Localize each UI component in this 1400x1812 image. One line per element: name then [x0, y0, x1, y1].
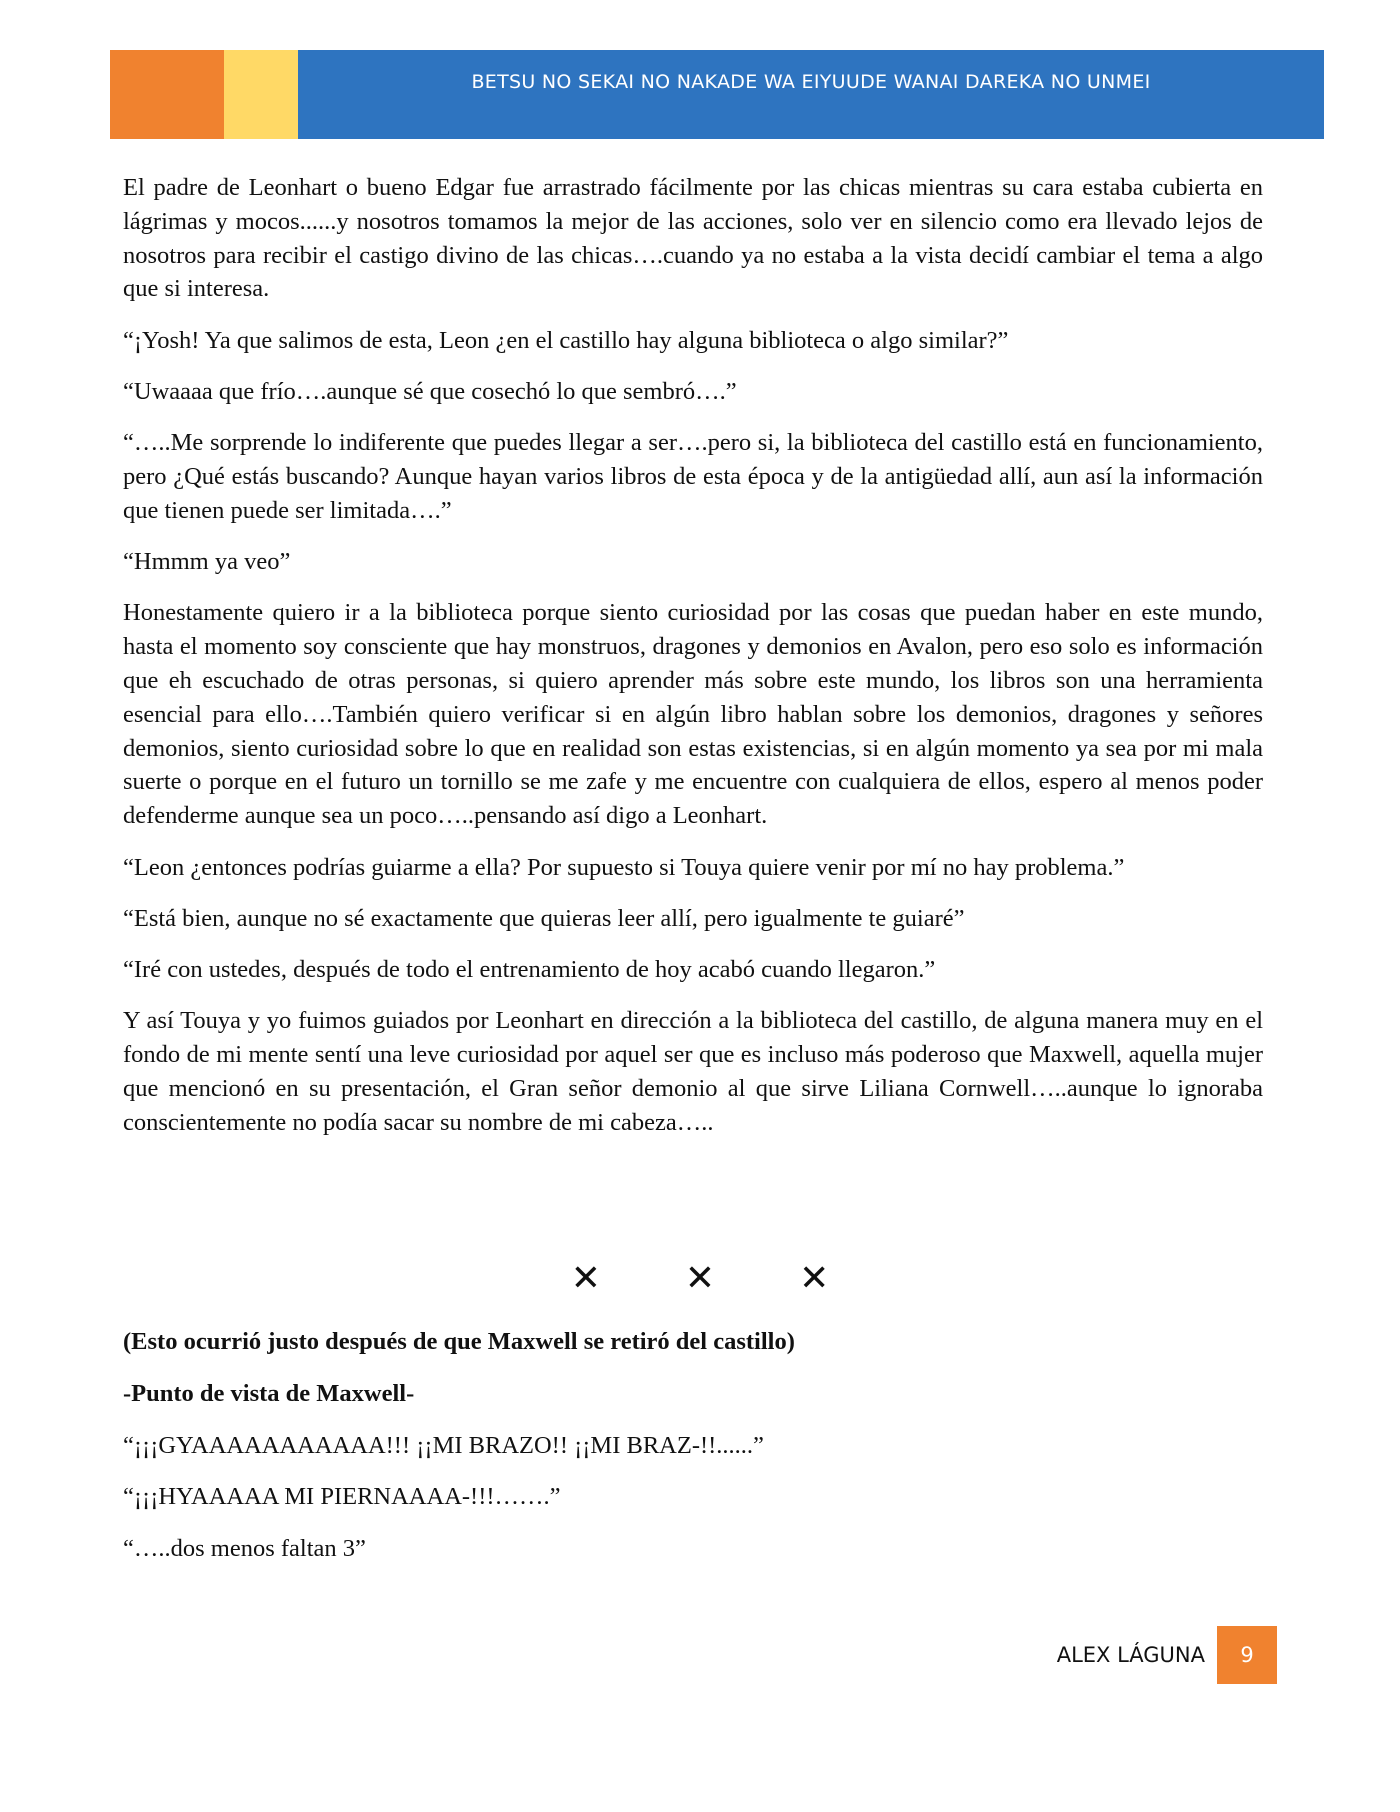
paragraph: “Leon ¿entonces podrías guiarme a ella? Por supuesto si Touya quiere venir por mí no hay problema.”: [123, 853, 1125, 881]
scene-separator: [0, 1258, 1400, 1299]
cross-icon: ✕: [684, 1258, 716, 1299]
author-name: ALEX LÁGUNA: [1056, 1643, 1205, 1667]
paragraph: El padre de Leonhart o bueno Edgar fue arrastrado fácilmente por las chicas mientras su cara estaba cubierta en lágrimas y mocos......y nosotros tomamos la mejor de las acciones, solo ver en silencio como era llevado lejos de nosotros para recibir el castigo divino de las chicas….cuando ya no estaba a la vista decidí cambiar el tema a algo que si interesa.: [123, 174, 1263, 303]
paragraph: “Hmmm ya veo”: [123, 548, 291, 576]
paragraph: “…..Me sorprende lo indiferente que puedes llegar a ser….pero si, la biblioteca del castillo está en funcionamiento, pero ¿Qué estás buscando? Aunque hayan varios libros de esta época y de la antigüedad allí, aun así la información que tienen puede ser limitada….”: [123, 429, 1263, 524]
header-title: BETSU NO SEKAI NO NAKADE WA EIYUUDE WANAI DAREKA NO UNMEI: [471, 70, 1151, 93]
paragraph: Y así Touya y yo fuimos guiados por Leonhart en dirección a la biblioteca del castillo, de alguna manera muy en el fondo de mi mente sentí una leve curiosidad por aquel ser que es incluso más poderoso que Maxwell, aquella mujer que mencionó en su presentación, el Gran señor demonio al que sirve Liliana Cornwell…..aunque lo ignoraba conscientemente no podía sacar su nombre de mi cabeza…..: [123, 1007, 1263, 1136]
header-orange-block: [110, 50, 224, 139]
paragraph: “Iré con ustedes, después de todo el entrenamiento de hoy acabó cuando llegaron.”: [123, 956, 936, 984]
dialogue-line: “…..dos menos faltan 3”: [123, 1535, 366, 1563]
section-two: [123, 1325, 1263, 1584]
pov-heading: -Punto de vista de Maxwell-: [123, 1379, 415, 1407]
page-header: [110, 50, 1324, 139]
header-title-bar: [298, 50, 1324, 139]
cross-icon: ✕: [799, 1258, 830, 1299]
paragraph: “Uwaaaa que frío….aunque sé que cosechó lo que sembró….”: [123, 377, 737, 405]
paragraph: “¡Yosh! Ya que salimos de esta, Leon ¿en el castillo hay alguna biblioteca o algo similar?”: [123, 326, 1009, 354]
cross-icon: ✕: [570, 1258, 601, 1299]
paragraph: “Está bien, aunque no sé exactamente que quieras leer allí, pero igualmente te guiaré”: [123, 904, 965, 932]
dialogue-line: “¡¡¡GYAAAAAAAAAAA!!! ¡¡MI BRAZO!! ¡¡MI BRAZ-!!......”: [123, 1431, 764, 1459]
page-number-badge: [1217, 1626, 1277, 1684]
header-yellow-block: [224, 50, 298, 139]
dialogue-line: “¡¡¡HYAAAAA MI PIERNAAAA-!!!…….”: [123, 1483, 561, 1511]
section-note: (Esto ocurrió justo después de que Maxwell se retiró del castillo): [123, 1328, 795, 1355]
page-number: 9: [1240, 1643, 1254, 1667]
page-footer: [1057, 1626, 1277, 1684]
paragraph: Honestamente quiero ir a la biblioteca porque siento curiosidad por las cosas que puedan haber en este mundo, hasta el momento soy consciente que hay monstruos, dragones y demonios en Avalon, pero eso solo es información que eh escuchado de otras personas, si quiero aprender más sobre este mundo, los libros son una herramienta esencial para ello….También quiero verificar si en algún libro hablan sobre los demonios, dragones y señores demonios, siento curiosidad sobre lo que en realidad son estas existencias, si en algún momento ya sea por mi mala suerte o porque en el futuro un tornillo se me zafe y me encuentre con cualquiera de ellos, espero al menos poder defenderme aunque sea un poco…..pensando así digo a Leonhart.: [123, 599, 1263, 830]
main-text: [123, 171, 1263, 1157]
